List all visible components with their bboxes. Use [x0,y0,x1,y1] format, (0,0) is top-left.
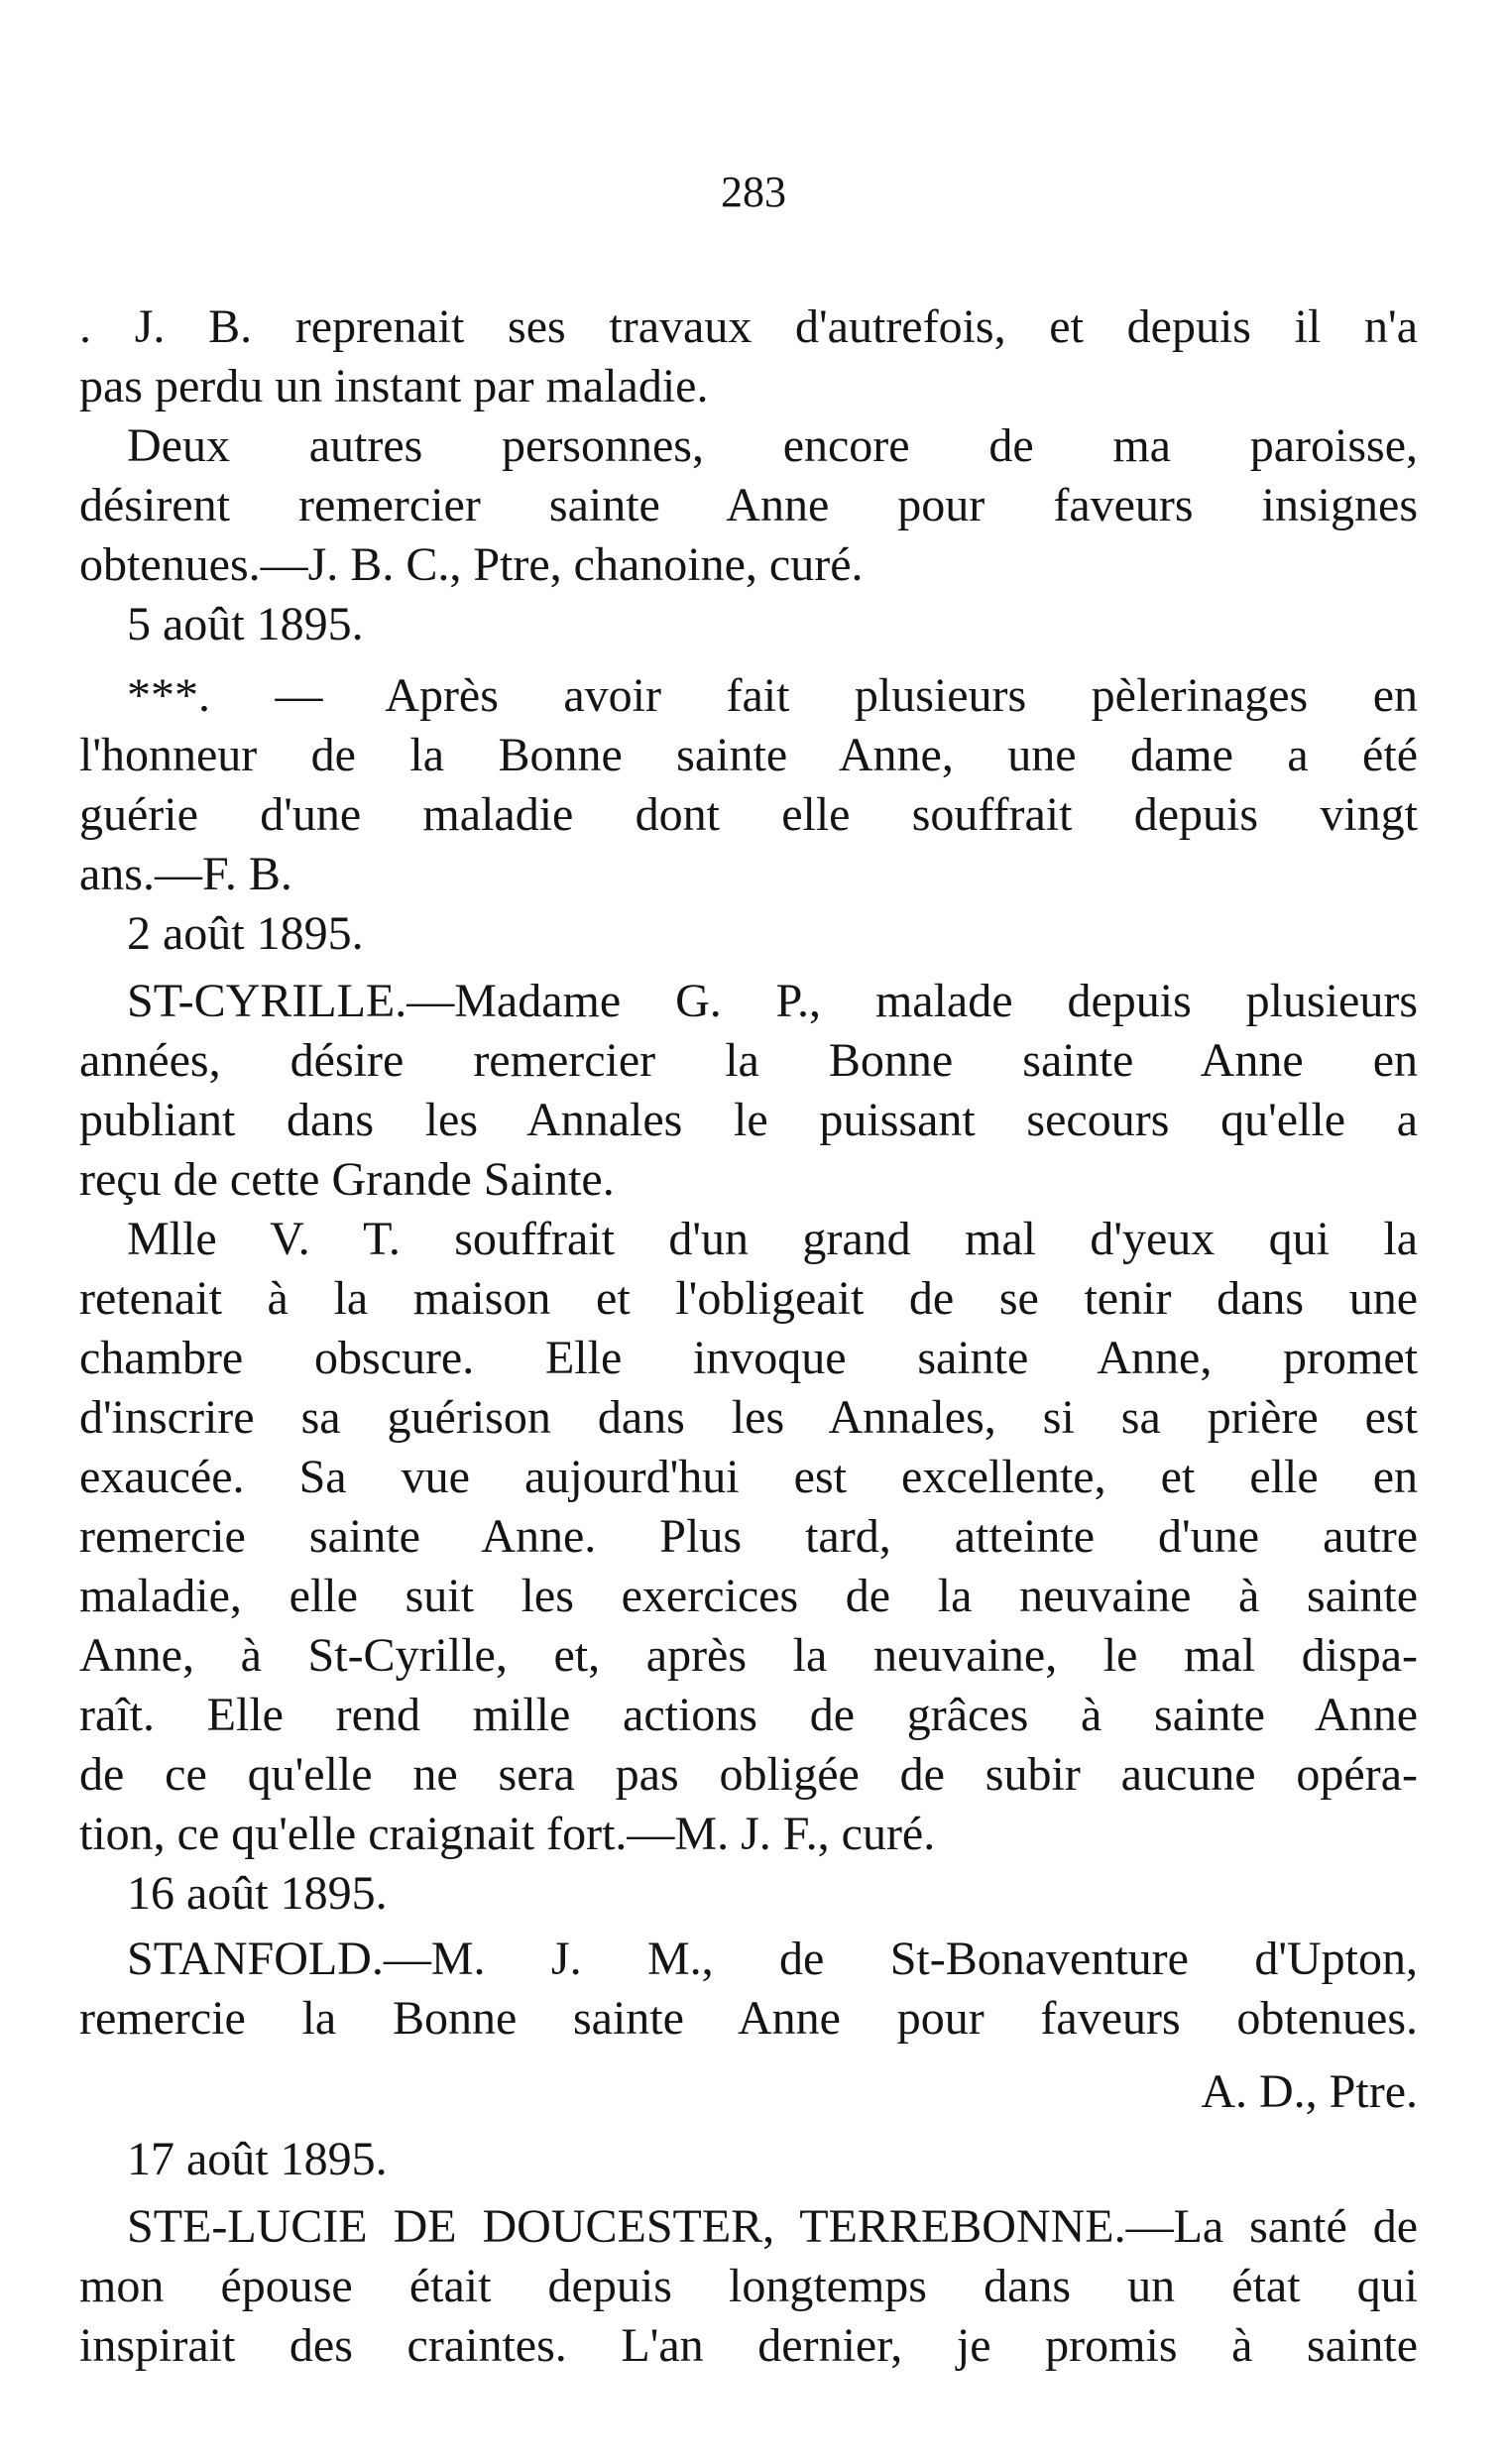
text-line: l'honneur de la Bonne sainte Anne, une dame a été [79,729,1418,781]
text-line: 16 août 1895. [127,1867,388,1920]
text-line: Anne, à St-Cyrille, et, après la neuvaine, le mal dispa- [79,1629,1418,1682]
text-line: années, désire remercier la Bonne sainte Anne en [79,1034,1418,1087]
text-line: inspirait des craintes. L'an dernier, je promis à sainte [79,2319,1418,2372]
text-line: désirent remercier sainte Anne pour faveurs insignes [79,479,1418,531]
text-line: remercie la Bonne sainte Anne pour faveurs obtenues. [79,1992,1418,2045]
text-line: pas perdu un instant par maladie. [79,360,709,412]
page-number: 283 [721,168,786,216]
text-line: maladie, elle suit les exercices de la neuvaine à sainte [79,1570,1418,1622]
text-line: exaucée. Sa vue aujourd'hui est excellente, et elle en [79,1451,1418,1503]
text-line: ans.—F. B. [79,848,292,900]
text-line: mon épouse était depuis longtemps dans un état qui [79,2260,1418,2312]
text-line: obtenues.—J. B. C., Ptre, chanoine, curé. [79,538,864,591]
text-line: 2 août 1895. [127,907,364,960]
text-line: chambre obscure. Elle invoque sainte Anne, promet [79,1332,1418,1384]
text-line: STE-LUCIE DE DOUCESTER, TERREBONNE.—La santé de [127,2200,1418,2253]
text-line: publiant dans les Annales le puissant secours qu'elle a [79,1094,1418,1146]
text-line: raît. Elle rend mille actions de grâces à sainte Anne [79,1689,1418,1741]
text-line: d'inscrire sa guérison dans les Annales, si sa prière est [79,1391,1418,1444]
text-line: Mlle V. T. souffrait d'un grand mal d'yeux qui la [127,1213,1418,1265]
text-line: 17 août 1895. [127,2133,388,2185]
text-line: Deux autres personnes, encore de ma paroisse, [127,419,1418,472]
text-line: 5 août 1895. [127,598,364,650]
text-line: STANFOLD.—M. J. M., de St-Bonaventure d'Upton, [127,1933,1418,1985]
text-line: reçu de cette Grande Sainte. [79,1153,615,1206]
text-line: A. D., Ptre. [1201,2065,1418,2118]
text-line: de ce qu'elle ne sera pas obligée de subir aucune opéra- [79,1748,1418,1801]
text-line: ***. — Après avoir fait plusieurs pèlerinages en [127,669,1418,722]
text-line: ST-CYRILLE.—Madame G. P., malade depuis plusieurs [127,975,1418,1027]
text-line: . J. B. reprenait ses travaux d'autrefois, et depuis il n'a [79,300,1418,353]
text-line: remercie sainte Anne. Plus tard, atteinte d'une autre [79,1510,1418,1563]
text-line: guérie d'une maladie dont elle souffrait depuis vingt [79,788,1418,841]
text-line: retenait à la maison et l'obligeait de se tenir dans une [79,1272,1418,1325]
text-line: tion, ce qu'elle craignait fort.—M. J. F., curé. [79,1808,936,1860]
